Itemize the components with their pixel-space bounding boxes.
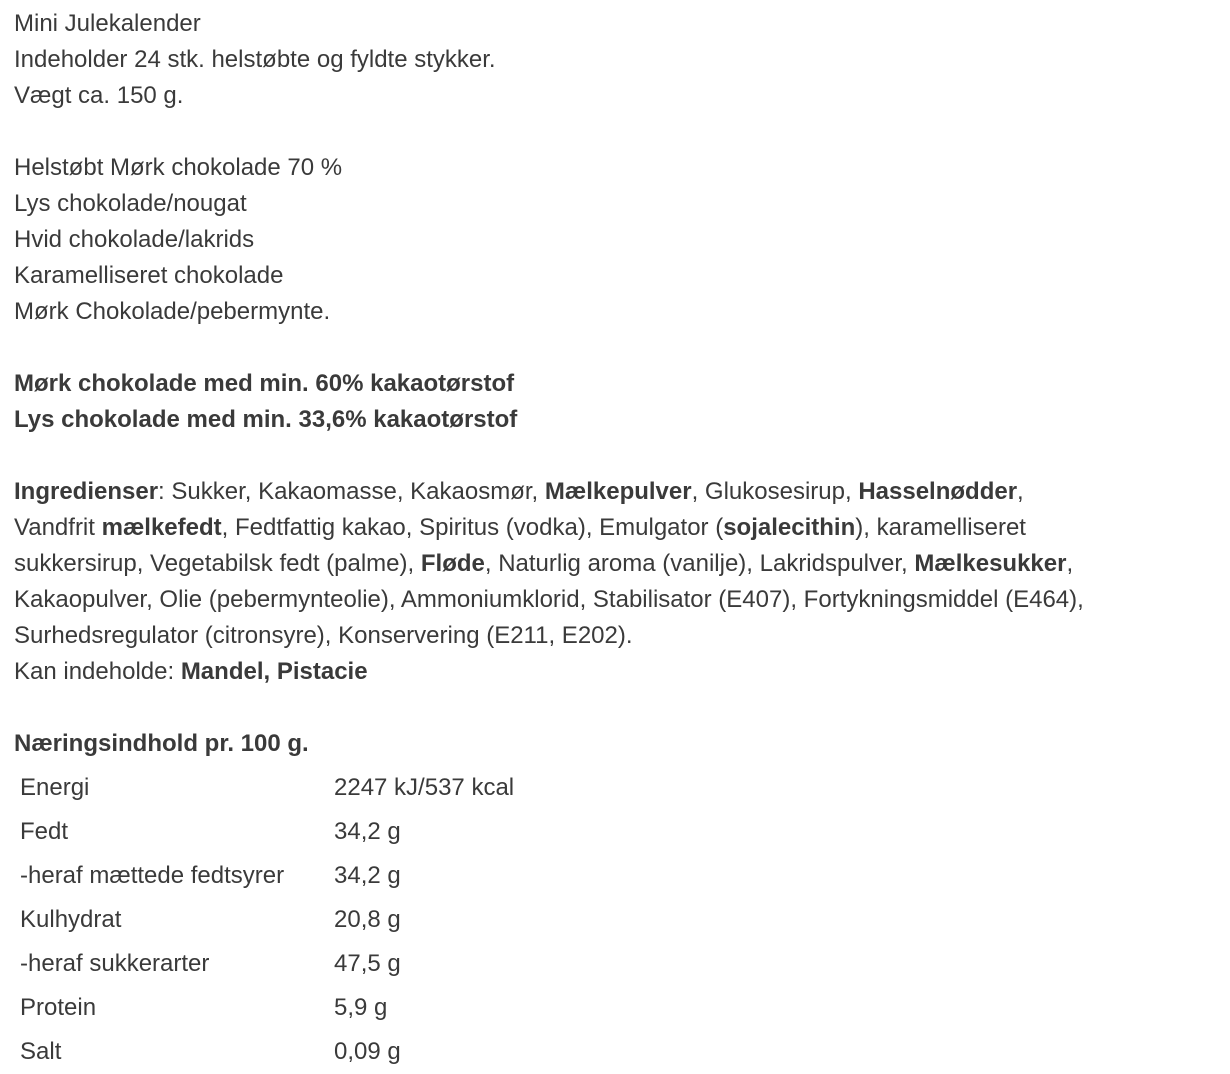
nutrient-value: 5,9 g	[334, 994, 388, 1021]
nutrition-row	[16, 810, 518, 854]
nutrient-value: 34,2 g	[334, 818, 401, 845]
product-weight: Vægt ca. 150 g.	[14, 82, 184, 109]
nutrition-title: Næringsindhold pr. 100 g.	[14, 730, 309, 757]
nutrition-row	[16, 766, 518, 810]
nutrition-row	[16, 1030, 518, 1074]
nutrient-label: Salt	[20, 1038, 62, 1065]
ingredients-section	[14, 474, 1230, 690]
ingredients-line	[14, 618, 1230, 654]
ingredient-text: , Naturlig aroma (vanilje), Lakridspulver,	[484, 550, 915, 577]
variety-item: Lys chokolade/nougat	[14, 190, 247, 217]
nutrient-label: -heraf sukkerarter	[20, 950, 210, 977]
nutrient-label: Kulhydrat	[20, 906, 122, 933]
product-title: Mini Julekalender	[14, 10, 201, 37]
ingredient-text: Surhedsregulator (citronsyre), Konservering (E211, E202).	[14, 622, 633, 649]
cocoa-section	[14, 366, 1230, 438]
variety-item: Hvid chokolade/lakrids	[14, 226, 255, 253]
ingredient-allergen: Mælkepulver	[544, 478, 692, 505]
ingredient-allergen: Fløde	[420, 550, 485, 577]
ingredient-allergen: sojalecithin	[723, 514, 856, 541]
ingredient-text: , Fedtfattig kakao, Spiritus (vodka), Emulgator (	[221, 514, 724, 541]
ingredient-text: Kan indeholde:	[14, 658, 181, 685]
nutrient-value: 20,8 g	[334, 906, 401, 933]
nutrition-row	[16, 854, 518, 898]
ingredient-text: ,	[1017, 478, 1024, 505]
ingredients-line	[14, 510, 1230, 546]
cocoa-content-dark: Mørk chokolade med min. 60% kakaotørstof	[14, 370, 515, 397]
ingredient-allergen: Mælkesukker	[914, 550, 1067, 577]
varieties-section	[14, 150, 1230, 330]
nutrition-row	[16, 942, 518, 986]
ingredients-line	[14, 582, 1230, 618]
nutrient-label: -heraf mættede fedtsyrer	[20, 862, 285, 889]
nutrient-label: Fedt	[20, 818, 69, 845]
ingredient-text: ), karamelliseret	[855, 514, 1026, 541]
nutrition-table	[16, 766, 518, 1074]
nutrient-value: 2247 kJ/537 kcal	[334, 774, 515, 801]
ingredient-allergen: Hasselnødder	[858, 478, 1018, 505]
nutrition-row	[16, 898, 518, 942]
variety-item: Karamelliseret chokolade	[14, 262, 284, 289]
nutrition-row	[16, 986, 518, 1030]
product-contents: Indeholder 24 stk. helstøbte og fyldte stykker.	[14, 46, 496, 73]
ingredient-allergen: Ingredienser	[14, 478, 159, 505]
ingredient-allergen: Mandel, Pistacie	[180, 658, 368, 685]
variety-item: Helstøbt Mørk chokolade 70 %	[14, 154, 343, 181]
nutrient-value: 47,5 g	[334, 950, 401, 977]
nutrient-value: 34,2 g	[334, 862, 401, 889]
ingredient-allergen: mælkefedt	[101, 514, 222, 541]
ingredient-text: sukkersirup, Vegetabilsk fedt (palme),	[14, 550, 421, 577]
ingredient-text: : Sukker, Kakaomasse, Kakaosmør,	[158, 478, 545, 505]
nutrient-label: Protein	[20, 994, 97, 1021]
nutrient-value: 0,09 g	[334, 1038, 401, 1065]
ingredient-text: Kakaopulver, Olie (pebermynteolie), Ammoniumklorid, Stabilisator (E407), Fortykningsmiddel (E464),	[14, 586, 1084, 613]
ingredient-text: Vandfrit	[14, 514, 102, 541]
variety-item: Mørk Chokolade/pebermynte.	[14, 298, 331, 325]
ingredients-line	[14, 474, 1230, 510]
nutrient-label: Energi	[20, 774, 90, 801]
ingredient-text: , Glukosesirup,	[691, 478, 859, 505]
ingredients-line	[14, 654, 1230, 690]
intro-section	[14, 6, 1230, 114]
ingredients-line	[14, 546, 1230, 582]
ingredient-text: ,	[1066, 550, 1074, 577]
cocoa-content-milk: Lys chokolade med min. 33,6% kakaotørstof	[14, 406, 518, 433]
